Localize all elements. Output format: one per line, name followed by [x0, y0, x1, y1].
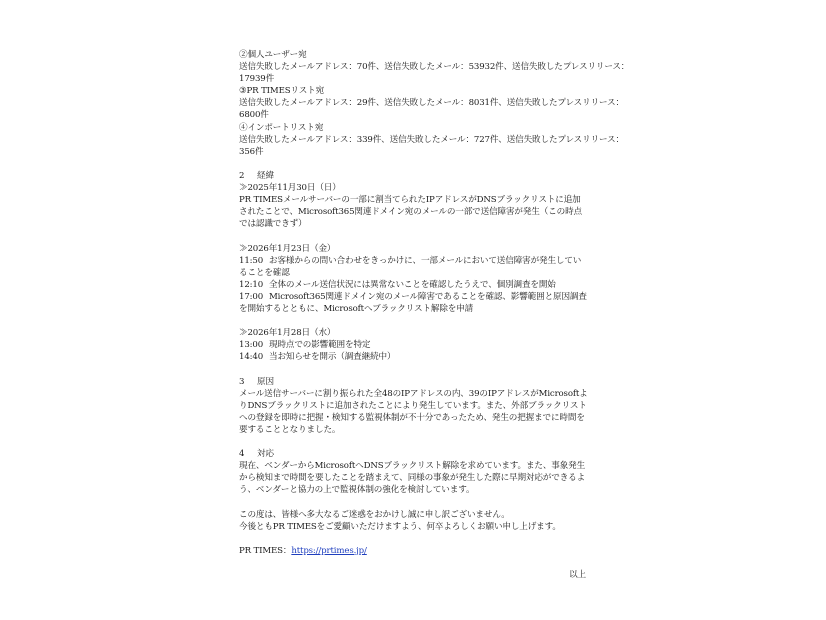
event-entry — [239, 255, 589, 279]
recipient-title: ②個人ユーザー宛 — [239, 50, 307, 60]
apology-line: 今後ともPR TIMESをご愛顧いただけますよう、何卒よろしくお願い申し上げます。 — [239, 521, 561, 532]
section-body: メール送信サーバーに割り振られた全48のIPアドレスの内、39のIPアドレスがMicrosoftよりDNSブラックリストに追加されたことにより発生しています。また、外部ブラックリストへの登録を即時に把握・検知する監視体制が不十分であったため、発生の把握までに時間を要することとなりました。 — [239, 388, 588, 435]
event-time: 12:10 — [239, 279, 264, 290]
spacer — [239, 230, 589, 242]
section-heading — [239, 376, 589, 388]
apology — [239, 509, 589, 533]
section-number: 3 — [239, 376, 245, 387]
section-heading — [239, 170, 589, 182]
event-time: 13:00 — [239, 340, 264, 351]
event-entry-text: お客様からの問い合わせをきっかけに、一部メールにおいて送信障害が発生していることを確認 — [239, 255, 582, 278]
event-time: 14:40 — [239, 352, 264, 363]
recipient-title: ④インポートリスト宛 — [239, 122, 324, 133]
recipient-detail: 送信失敗したメールアドレス：339件、送信失敗したメール：727件、送信失敗したプレスリリース： — [239, 134, 624, 145]
recipient-detail: 送信失敗したメールアドレス：29件、送信失敗したメール：8031件、送信失敗したプレスリリース： — [239, 98, 624, 109]
section-title: 経緯 — [257, 170, 274, 181]
section-number: 2 — [239, 170, 245, 181]
section-body: 現在、ベンダーからMicrosoftへDNSブラックリスト解除を求めています。また、事象発生から検知まで時間を要したことを踏まえて、同様の事象が発生した際に早期対応ができるよう、ベンダーと協力の上で監視体制の強化を検討しています。 — [239, 461, 586, 496]
event-entry — [239, 291, 589, 315]
recipient-detail-cont: 6800件 — [239, 110, 269, 121]
recipient-detail: 送信失敗したメールアドレス：70件、送信失敗したメール：53932件、送信失敗したプレスリリース： — [239, 62, 630, 73]
section-number: 4 — [239, 449, 245, 460]
recipient-detail-cont: 356件 — [239, 146, 264, 157]
section-title: 原因 — [257, 376, 274, 387]
spacer — [239, 158, 589, 170]
apology-line: この度は、皆様へ多大なるご迷惑をおかけし誠に申し訳ございません。 — [239, 509, 510, 520]
spacer — [239, 496, 589, 508]
spacer — [239, 315, 589, 327]
recipient-title: ③PR TIMESリスト宛 — [239, 86, 325, 97]
event-entry-text: Microsoft365関連ドメイン宛のメール障害であることを確認、影響範囲と原因調査を開始するとともに、Microsoftへブラックリスト解除を申請 — [239, 291, 587, 314]
event-entry-text: 全体のメール送信状況には異常ないことを確認したうえで、個別調査を開始 — [269, 279, 556, 290]
section-title: 対応 — [257, 449, 274, 460]
event-entry-text: PR TIMESメールサーバーの一部に割当てられたIPアドレスがDNSブラックリストに追加されたことで、Microsoft365関連ドメイン宛のメールの一部で送信障害が発生（この時点では認識できず） — [239, 195, 582, 230]
event-date: ≫2026年1月28日（水） — [239, 328, 336, 339]
recipient-block — [239, 49, 630, 85]
section-history — [239, 170, 589, 364]
event-entry — [239, 279, 589, 291]
footer — [239, 545, 589, 581]
recipient-detail-cont: 17939件 — [239, 74, 275, 85]
recipient-block — [239, 122, 624, 158]
event-date: ≫2025年11月30日（日） — [239, 183, 341, 194]
section-response — [239, 448, 589, 496]
section-cause — [239, 376, 589, 436]
recipient-block — [239, 85, 624, 121]
spacer — [239, 533, 589, 545]
event-date: ≫2026年1月23日（金） — [239, 243, 336, 254]
event-time: 17:00 — [239, 291, 264, 302]
company-website-link[interactable]: https://prtimes.jp/ — [291, 545, 367, 556]
document-page — [239, 49, 630, 581]
event-entry — [239, 351, 589, 363]
company-label: PR TIMES： — [239, 545, 292, 556]
spacer — [239, 363, 589, 375]
closing-mark: 以上 — [569, 569, 586, 580]
event-entry — [239, 339, 589, 351]
company-link-row — [239, 545, 589, 557]
section-heading — [239, 448, 589, 460]
event-time: 11:50 — [239, 255, 264, 266]
event-entry-text: 当お知らせを開示（調査継続中） — [269, 352, 396, 363]
event-entry-text: 現時点での影響範囲を特定 — [269, 340, 371, 351]
spacer — [239, 436, 589, 448]
